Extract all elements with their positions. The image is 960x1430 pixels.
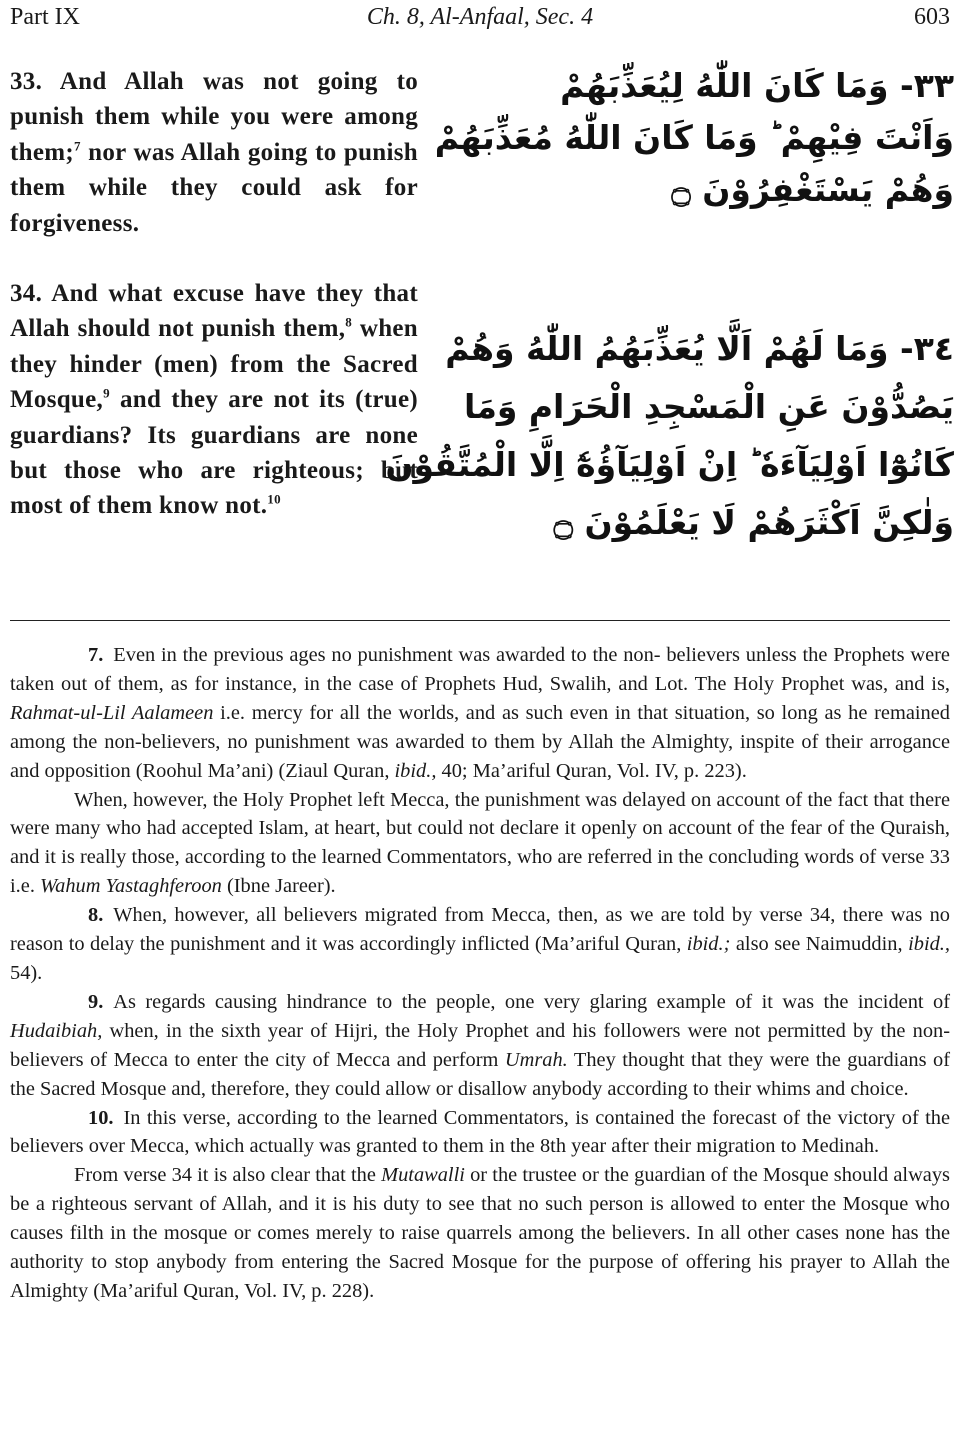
verse-34-translation	[10, 276, 418, 524]
footnote-italic: Mutawalli	[381, 1164, 465, 1187]
verse-text: 33. And Allah was not going to punish them while you were among them;	[10, 68, 418, 166]
footnote-italic: ibid.,	[908, 933, 950, 956]
verse-text: 34. And what excuse have they that Allah should not punish them,	[10, 280, 418, 343]
arabic-verse-33	[434, 60, 954, 216]
verse-text: when they hinder (men) from the Sacred Mosque,	[10, 315, 418, 414]
footnote-italic: Umrah.	[504, 1048, 568, 1071]
footnote-text: As regards causing hindrance to the people, one very glaring example of it was the incident of	[113, 990, 950, 1013]
footnote-italic: Wahum Yastaghferoon	[40, 875, 222, 898]
arabic-line: ٣٤- وَمَا لَهُمْ اَلَّا يُعَذِّبَهُمُ اللّٰهُ وَهُمْ	[445, 329, 954, 368]
footnote-italic: ibid.,	[394, 759, 437, 782]
footnote-text: also see Naimuddin,	[730, 933, 909, 956]
part-label: Part IX	[10, 4, 80, 30]
footnote-italic: ibid.;	[686, 933, 731, 956]
footnote-ref[interactable]: 10	[267, 492, 281, 508]
verse-text: and they are not its (true) guardians? Its guardians are none but those who are righteous; but most of them know not.	[10, 386, 418, 520]
footnote-text: When, however, all believers migrated from Mecca, then, as we are told by verse 34, there was no reason to delay the punishment and it was accordingly inflicted (Ma’ariful Quran,	[10, 904, 950, 956]
footnote-10	[10, 1104, 950, 1162]
footnote-7-continued	[10, 786, 950, 902]
footnote-10-continued	[10, 1161, 950, 1306]
page-number: 603	[914, 4, 950, 30]
footnote-text: (Ibne Jareer).	[221, 875, 336, 898]
footnote-italic: Rahmat-ul-Lil Aalameen	[10, 701, 214, 724]
footnote-number: 9.	[88, 990, 104, 1013]
footnotes	[10, 641, 950, 1306]
footnote-number: 10.	[88, 1106, 114, 1129]
verse-33-translation	[10, 64, 418, 241]
footnote-text: or the trustee or the guardian of the Mosque should always be a righteous servant of Allah, and it is his duty to see that no such person is allowed to enter the Mosque who causes filth in the mosque or comes merely to raise quarrels among the believers. In all other cases none has the authority to stop anybody from entering the Sacred Mosque for the purpose of offering his prayer to Allah the Almighty (Ma’ariful Quran, Vol. IV, p. 228).	[10, 1164, 950, 1302]
footnote-text: In this verse, according to the learned Commentators, is contained the forecast of the victory of the believers over Mecca, which actually was granted to them in the 8th year after their migration to Medinah.	[10, 1106, 950, 1158]
arabic-line: وَلٰكِنَّ اَكْثَرَهُمْ لَا يَعْلَمُوْنَ ۝	[553, 503, 954, 542]
arabic-line: ٣٣- وَمَا كَانَ اللّٰهُ لِيُعَذِّبَهُمْ	[560, 66, 954, 105]
footnote-text: From verse 34 it is also clear that the	[74, 1164, 382, 1187]
footnote-9	[10, 988, 950, 1104]
arabic-verse-34	[385, 320, 954, 552]
section-divider	[10, 620, 950, 621]
chapter-title: Ch. 8, Al-Anfaal, Sec. 4	[366, 4, 594, 30]
arabic-line: كَانُوْٓا اَوْلِيَآءَهٗ ؕ اِنْ اَوْلِيَآؤُهٗٓ اِلَّا الْمُتَّقُوْنَ	[385, 445, 954, 484]
arabic-line: يَصُدُّوْنَ عَنِ الْمَسْجِدِ الْحَرَامِ وَمَا	[464, 387, 954, 426]
footnote-text: They thought that they were the guardians of the Sacred Mosque and, therefore, they could allow or disallow anybody according to their whims and choice.	[10, 1048, 950, 1100]
arabic-line: وَهُمْ يَسْتَغْفِرُوْنَ ۝	[671, 170, 954, 209]
footnote-7	[10, 641, 950, 786]
footnote-ref[interactable]: 9	[103, 385, 110, 401]
footnote-text: when, in the sixth year of Hijri, the Holy Prophet and his followers were not permitted by the non-believers of Mecca to enter the city of Mecca and perform	[10, 1019, 950, 1071]
footnote-text: 54).	[10, 961, 43, 984]
footnote-number: 8.	[88, 904, 104, 927]
footnote-text: 40; Ma’ariful Quran, Vol. IV, p. 223).	[436, 759, 747, 782]
footnote-text: When, however, the Holy Prophet left Mecca, the punishment was delayed on account of the fact that there were many who had accepted Islam, at heart, but could not declare it openly on account of the fear of the Quraish, and it is really those, according to the learned Commentators, who are referred in the concluding words of verse 33 i.e.	[10, 788, 950, 898]
page-header	[10, 4, 950, 36]
footnote-8	[10, 901, 950, 988]
footnote-text: Even in the previous ages no punishment was awarded to the non- believers unless the Prophets were taken out of them, as for instance, in the case of Prophets Hud, Swalih, and Lot. The Holy Prophet was, and is,	[10, 644, 950, 695]
footnote-ref[interactable]: 7	[73, 138, 81, 154]
arabic-line: وَاَنْتَ فِيْهِمْ ؕ وَمَا كَانَ اللّٰهُ مُعَذِّبَهُمْ	[434, 118, 954, 157]
verse-text: nor was Allah going to punish them while they could ask for forgiveness.	[10, 138, 418, 237]
footnote-italic: Hudaibiah,	[10, 1019, 103, 1042]
footnote-text: i.e. mercy for all the worlds, and as such even in that situation, so long as he remained among the non-believers, no punishment was awarded to them by Allah the Almighty, inspite of their arrogance and opposition (Roohul Ma’ani) (Ziaul Quran,	[10, 701, 950, 782]
footnote-number: 7.	[88, 644, 104, 666]
footnote-ref[interactable]: 8	[345, 315, 353, 331]
